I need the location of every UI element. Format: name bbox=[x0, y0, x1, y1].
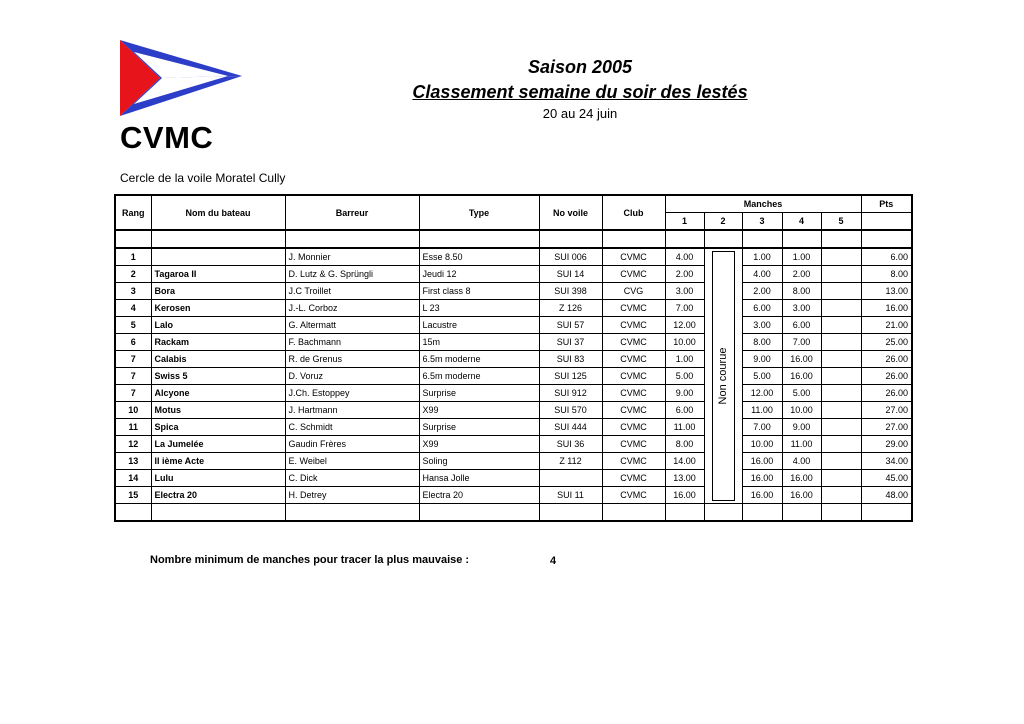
rank-cell: 7 bbox=[115, 368, 151, 385]
manche-5-header: 5 bbox=[821, 213, 861, 231]
table-row bbox=[115, 487, 912, 504]
table-row bbox=[115, 402, 912, 419]
boat-name-cell: II ième Acte bbox=[151, 453, 285, 470]
boat-name-cell: Lulu bbox=[151, 470, 285, 487]
season-title: Saison 2005 bbox=[527, 57, 633, 77]
col-club: Club bbox=[602, 195, 665, 230]
race-5-cell bbox=[821, 248, 861, 266]
helmsman-cell: Gaudin Frères bbox=[285, 436, 419, 453]
sail-number-cell: SUI 912 bbox=[539, 385, 602, 402]
boat-name-cell: Motus bbox=[151, 402, 285, 419]
sail-number-cell: SUI 36 bbox=[539, 436, 602, 453]
sail-number-cell: Z 112 bbox=[539, 453, 602, 470]
helmsman-cell: C. Schmidt bbox=[285, 419, 419, 436]
race-5-cell bbox=[821, 470, 861, 487]
race-4-cell: 2.00 bbox=[782, 266, 821, 283]
table-row bbox=[115, 266, 912, 283]
rank-cell: 15 bbox=[115, 487, 151, 504]
race-5-cell bbox=[821, 453, 861, 470]
boat-name-cell: Lalo bbox=[151, 317, 285, 334]
points-cell: 16.00 bbox=[861, 300, 912, 317]
boat-type-cell: X99 bbox=[419, 402, 539, 419]
helmsman-cell: J.Ch. Estoppey bbox=[285, 385, 419, 402]
race-5-cell bbox=[821, 487, 861, 504]
minimum-races-label: Nombre minimum de manches pour tracer la plus mauvaise : bbox=[150, 554, 470, 566]
race-3-cell: 2.00 bbox=[742, 283, 782, 300]
table-row bbox=[115, 453, 912, 470]
table-row bbox=[115, 470, 912, 487]
race-1-cell: 3.00 bbox=[665, 283, 704, 300]
race-3-cell: 4.00 bbox=[742, 266, 782, 283]
race-1-cell: 7.00 bbox=[665, 300, 704, 317]
points-cell: 6.00 bbox=[861, 248, 912, 266]
not-run-box bbox=[712, 251, 735, 501]
table-row bbox=[115, 351, 912, 368]
boat-type-cell: L 23 bbox=[419, 300, 539, 317]
helmsman-cell: G. Altermatt bbox=[285, 317, 419, 334]
rank-cell: 2 bbox=[115, 266, 151, 283]
race-4-cell: 10.00 bbox=[782, 402, 821, 419]
sail-number-cell: SUI 398 bbox=[539, 283, 602, 300]
club-pennant-logo bbox=[118, 38, 244, 118]
sail-number-cell bbox=[539, 470, 602, 487]
helmsman-cell: J. Monnier bbox=[285, 248, 419, 266]
col-pts: Pts bbox=[861, 195, 912, 213]
points-cell: 25.00 bbox=[861, 334, 912, 351]
points-cell: 26.00 bbox=[861, 351, 912, 368]
boat-name-cell: Tagaroa II bbox=[151, 266, 285, 283]
sail-number-cell: Z 126 bbox=[539, 300, 602, 317]
race-1-cell: 5.00 bbox=[665, 368, 704, 385]
boat-name-cell: Bora bbox=[151, 283, 285, 300]
col-type: Type bbox=[419, 195, 539, 230]
helmsman-cell: H. Detrey bbox=[285, 487, 419, 504]
boat-type-cell: First class 8 bbox=[419, 283, 539, 300]
sail-number-cell: SUI 570 bbox=[539, 402, 602, 419]
club-cell: CVMC bbox=[602, 368, 665, 385]
race-4-cell: 1.00 bbox=[782, 248, 821, 266]
sail-number-cell: SUI 37 bbox=[539, 334, 602, 351]
table-row bbox=[115, 334, 912, 351]
race-2-not-run-cell bbox=[704, 248, 742, 504]
club-cell: CVMC bbox=[602, 419, 665, 436]
points-cell: 48.00 bbox=[861, 487, 912, 504]
race-4-cell: 16.00 bbox=[782, 368, 821, 385]
boat-type-cell: 6.5m moderne bbox=[419, 368, 539, 385]
rank-cell: 3 bbox=[115, 283, 151, 300]
rank-cell: 12 bbox=[115, 436, 151, 453]
helmsman-cell: J.C Troillet bbox=[285, 283, 419, 300]
boat-type-cell: Surprise bbox=[419, 419, 539, 436]
race-1-cell: 12.00 bbox=[665, 317, 704, 334]
club-cell: CVMC bbox=[602, 300, 665, 317]
boat-type-cell: Jeudi 12 bbox=[419, 266, 539, 283]
sail-number-cell: SUI 11 bbox=[539, 487, 602, 504]
race-4-cell: 5.00 bbox=[782, 385, 821, 402]
spacer-row-bottom bbox=[115, 504, 912, 522]
race-5-cell bbox=[821, 385, 861, 402]
race-4-cell: 7.00 bbox=[782, 334, 821, 351]
date-range: 20 au 24 juin bbox=[542, 106, 618, 121]
race-1-cell: 9.00 bbox=[665, 385, 704, 402]
points-cell: 26.00 bbox=[861, 385, 912, 402]
col-voile: No voile bbox=[539, 195, 602, 230]
race-1-cell: 16.00 bbox=[665, 487, 704, 504]
rank-cell: 6 bbox=[115, 334, 151, 351]
boat-type-cell: 6.5m moderne bbox=[419, 351, 539, 368]
race-5-cell bbox=[821, 266, 861, 283]
col-nom: Nom du bateau bbox=[151, 195, 285, 230]
race-3-cell: 16.00 bbox=[742, 453, 782, 470]
race-3-cell: 10.00 bbox=[742, 436, 782, 453]
minimum-races-value: 4 bbox=[550, 555, 557, 567]
club-cell: CVMC bbox=[602, 385, 665, 402]
manche-3-header: 3 bbox=[742, 213, 782, 231]
race-3-cell: 9.00 bbox=[742, 351, 782, 368]
boat-type-cell: Hansa Jolle bbox=[419, 470, 539, 487]
col-rang: Rang bbox=[115, 195, 151, 230]
helmsman-cell: C. Dick bbox=[285, 470, 419, 487]
boat-name-cell: Spica bbox=[151, 419, 285, 436]
rank-cell: 7 bbox=[115, 351, 151, 368]
club-cell: CVMC bbox=[602, 487, 665, 504]
pts-subheader bbox=[861, 213, 912, 231]
boat-type-cell: X99 bbox=[419, 436, 539, 453]
helmsman-cell: J.-L. Corboz bbox=[285, 300, 419, 317]
race-1-cell: 14.00 bbox=[665, 453, 704, 470]
race-5-cell bbox=[821, 300, 861, 317]
points-cell: 21.00 bbox=[861, 317, 912, 334]
table-row bbox=[115, 419, 912, 436]
sail-number-cell: SUI 444 bbox=[539, 419, 602, 436]
race-5-cell bbox=[821, 317, 861, 334]
club-cell: CVMC bbox=[602, 402, 665, 419]
col-barreur: Barreur bbox=[285, 195, 419, 230]
race-4-cell: 3.00 bbox=[782, 300, 821, 317]
race-3-cell: 11.00 bbox=[742, 402, 782, 419]
race-4-cell: 16.00 bbox=[782, 470, 821, 487]
race-3-cell: 1.00 bbox=[742, 248, 782, 266]
rank-cell: 5 bbox=[115, 317, 151, 334]
race-5-cell bbox=[821, 334, 861, 351]
helmsman-cell: D. Voruz bbox=[285, 368, 419, 385]
race-1-cell: 13.00 bbox=[665, 470, 704, 487]
boat-name-cell: Calabis bbox=[151, 351, 285, 368]
table-row bbox=[115, 248, 912, 266]
race-5-cell bbox=[821, 351, 861, 368]
boat-type-cell: Lacustre bbox=[419, 317, 539, 334]
col-manches: Manches bbox=[665, 195, 861, 213]
sail-number-cell: SUI 83 bbox=[539, 351, 602, 368]
race-5-cell bbox=[821, 419, 861, 436]
rank-cell: 10 bbox=[115, 402, 151, 419]
sail-number-cell: SUI 125 bbox=[539, 368, 602, 385]
points-cell: 26.00 bbox=[861, 368, 912, 385]
race-4-cell: 8.00 bbox=[782, 283, 821, 300]
table-row bbox=[115, 385, 912, 402]
race-1-cell: 10.00 bbox=[665, 334, 704, 351]
points-cell: 29.00 bbox=[861, 436, 912, 453]
points-cell: 45.00 bbox=[861, 470, 912, 487]
club-cell: CVMC bbox=[602, 248, 665, 266]
helmsman-cell: J. Hartmann bbox=[285, 402, 419, 419]
boat-name-cell: Rackam bbox=[151, 334, 285, 351]
race-4-cell: 9.00 bbox=[782, 419, 821, 436]
helmsman-cell: D. Lutz & G. Sprüngli bbox=[285, 266, 419, 283]
boat-name-cell: Kerosen bbox=[151, 300, 285, 317]
boat-name-cell bbox=[151, 248, 285, 266]
boat-type-cell: Electra 20 bbox=[419, 487, 539, 504]
rank-cell: 1 bbox=[115, 248, 151, 266]
club-cell: CVMC bbox=[602, 436, 665, 453]
boat-name-cell: Swiss 5 bbox=[151, 368, 285, 385]
race-3-cell: 12.00 bbox=[742, 385, 782, 402]
race-1-cell: 6.00 bbox=[665, 402, 704, 419]
race-3-cell: 16.00 bbox=[742, 470, 782, 487]
rank-cell: 13 bbox=[115, 453, 151, 470]
table-row bbox=[115, 368, 912, 385]
race-4-cell: 6.00 bbox=[782, 317, 821, 334]
race-4-cell: 16.00 bbox=[782, 351, 821, 368]
table-row bbox=[115, 300, 912, 317]
race-3-cell: 3.00 bbox=[742, 317, 782, 334]
header-row bbox=[115, 195, 912, 213]
race-1-cell: 4.00 bbox=[665, 248, 704, 266]
race-3-cell: 8.00 bbox=[742, 334, 782, 351]
club-cell: CVMC bbox=[602, 351, 665, 368]
helmsman-cell: R. de Grenus bbox=[285, 351, 419, 368]
spacer-row bbox=[115, 230, 912, 248]
race-3-cell: 16.00 bbox=[742, 487, 782, 504]
results-body bbox=[115, 230, 912, 521]
club-cell: CVG bbox=[602, 283, 665, 300]
sail-number-cell: SUI 14 bbox=[539, 266, 602, 283]
table-row bbox=[115, 317, 912, 334]
club-cell: CVMC bbox=[602, 317, 665, 334]
race-4-cell: 11.00 bbox=[782, 436, 821, 453]
rank-cell: 11 bbox=[115, 419, 151, 436]
race-1-cell: 11.00 bbox=[665, 419, 704, 436]
boat-name-cell: Alcyone bbox=[151, 385, 285, 402]
boat-type-cell: 15m bbox=[419, 334, 539, 351]
race-3-cell: 5.00 bbox=[742, 368, 782, 385]
points-cell: 34.00 bbox=[861, 453, 912, 470]
manche-4-header: 4 bbox=[782, 213, 821, 231]
helmsman-cell: F. Bachmann bbox=[285, 334, 419, 351]
not-run-label: Non courue bbox=[717, 347, 729, 405]
race-1-cell: 1.00 bbox=[665, 351, 704, 368]
points-cell: 27.00 bbox=[861, 402, 912, 419]
points-cell: 8.00 bbox=[861, 266, 912, 283]
manche-1-header: 1 bbox=[665, 213, 704, 231]
race-5-cell bbox=[821, 436, 861, 453]
boat-name-cell: Electra 20 bbox=[151, 487, 285, 504]
rank-cell: 14 bbox=[115, 470, 151, 487]
sail-number-cell: SUI 57 bbox=[539, 317, 602, 334]
table-row bbox=[115, 436, 912, 453]
club-name: Cercle de la voile Moratel Cully bbox=[120, 171, 286, 185]
club-cell: CVMC bbox=[602, 334, 665, 351]
race-4-cell: 4.00 bbox=[782, 453, 821, 470]
club-cell: CVMC bbox=[602, 470, 665, 487]
club-cell: CVMC bbox=[602, 266, 665, 283]
results-table bbox=[114, 194, 913, 522]
table-row bbox=[115, 283, 912, 300]
boat-type-cell: Surprise bbox=[419, 385, 539, 402]
ranking-title: Classement semaine du soir des lestés bbox=[412, 82, 748, 102]
race-1-cell: 8.00 bbox=[665, 436, 704, 453]
sail-number-cell: SUI 006 bbox=[539, 248, 602, 266]
race-5-cell bbox=[821, 283, 861, 300]
helmsman-cell: E. Weibel bbox=[285, 453, 419, 470]
points-cell: 27.00 bbox=[861, 419, 912, 436]
boat-type-cell: Soling bbox=[419, 453, 539, 470]
manche-2-header: 2 bbox=[704, 213, 742, 231]
rank-cell: 7 bbox=[115, 385, 151, 402]
race-1-cell: 2.00 bbox=[665, 266, 704, 283]
race-5-cell bbox=[821, 402, 861, 419]
boat-name-cell: La Jumelée bbox=[151, 436, 285, 453]
club-code: CVMC bbox=[120, 120, 214, 155]
club-cell: CVMC bbox=[602, 453, 665, 470]
points-cell: 13.00 bbox=[861, 283, 912, 300]
race-4-cell: 16.00 bbox=[782, 487, 821, 504]
race-3-cell: 6.00 bbox=[742, 300, 782, 317]
rank-cell: 4 bbox=[115, 300, 151, 317]
race-5-cell bbox=[821, 368, 861, 385]
race-3-cell: 7.00 bbox=[742, 419, 782, 436]
boat-type-cell: Esse 8.50 bbox=[419, 248, 539, 266]
